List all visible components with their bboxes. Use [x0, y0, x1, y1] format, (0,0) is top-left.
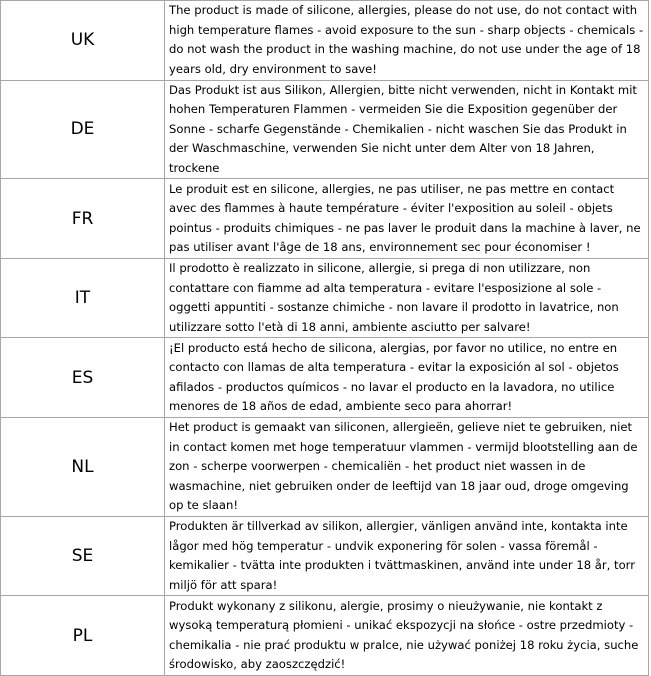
warning-text: ¡El producto está hecho de silicona, alergias, por favor no utilice, no entre en contacto con llamas de alta temperatura - evitar la exposición al sol - objetos afilados - productos químicos - no lavar el producto en la lavadora, no utilice menores de 18 años de edad, ambiente seco para ahorrar!	[165, 338, 649, 418]
warning-text: Le produit est en silicone, allergies, ne pas utiliser, ne pas mettre en contact avec des flammes à haute température - éviter l'exposition au soleil - objets pointus - produits chimiques - ne pas laver le produit dans la machine à laver, ne pas utiliser avant l'âge de 18 ans, environnement sec pour économiser !	[165, 179, 649, 259]
table-row	[1, 596, 649, 676]
language-code: UK	[1, 1, 165, 81]
warning-text: The product is made of silicone, allergies, please do not use, do not contact with high temperature flames - avoid exposure to the sun - sharp objects - chemicals - do not wash the product in the washing machine, do not use under the age of 18 years old, dry environment to save!	[165, 1, 649, 81]
warning-text: Produkten är tillverkad av silikon, allergier, vänligen använd inte, kontakta inte lågor med hög temperatur - undvik exponering för solen - vassa föremål - kemikalier - tvätta inte produkten i tvättmaskinen, använd inte under 18 år, torr miljö för att spara!	[165, 516, 649, 596]
language-code: IT	[1, 258, 165, 338]
language-code: DE	[1, 80, 165, 179]
warning-text: Het product is gemaakt van siliconen, allergieën, gelieve niet te gebruiken, niet in contact komen met hoge temperatuur vlammen - vermijd blootstelling aan de zon - scherpe voorwerpen - chemicaliën - het product niet wassen in de wasmachine, niet gebruiken onder de leeftijd van 18 jaar oud, droge omgeving op te slaan!	[165, 417, 649, 516]
table-row	[1, 338, 649, 418]
warning-text: Das Produkt ist aus Silikon, Allergien, bitte nicht verwenden, nicht in Kontakt mit hohen Temperaturen Flammen - vermeiden Sie die Exposition gegenüber der Sonne - scharfe Gegenstände - Chemikalien - nicht waschen Sie das Produkt in der Waschmaschine, verwenden Sie nicht unter dem Alter von 18 Jahren, trockene	[165, 80, 649, 179]
language-code: PL	[1, 596, 165, 676]
warning-text: Il prodotto è realizzato in silicone, allergie, si prega di non utilizzare, non contattare con fiamme ad alta temperatura - evitare l'esposizione al sole - oggetti appuntiti - sostanze chimiche - non lavare il prodotto in lavatrice, non utilizzare sotto l'età di 18 anni, ambiente asciutto per salvare!	[165, 258, 649, 338]
table-row	[1, 80, 649, 179]
table-row	[1, 179, 649, 259]
warning-text: Produkt wykonany z silikonu, alergie, prosimy o nieużywanie, nie kontakt z wysoką temperaturą płomieni - unikać ekspozycji na słońce - ostre przedmioty - chemikalia - nie prać produktu w pralce, nie używać poniżej 18 roku życia, suche środowisko, aby zaoszczędzić!	[165, 596, 649, 676]
language-code: ES	[1, 338, 165, 418]
language-code: NL	[1, 417, 165, 516]
language-code: SE	[1, 516, 165, 596]
table-row	[1, 1, 649, 81]
table-row	[1, 516, 649, 596]
table-row	[1, 417, 649, 516]
table-row	[1, 258, 649, 338]
language-code: FR	[1, 179, 165, 259]
